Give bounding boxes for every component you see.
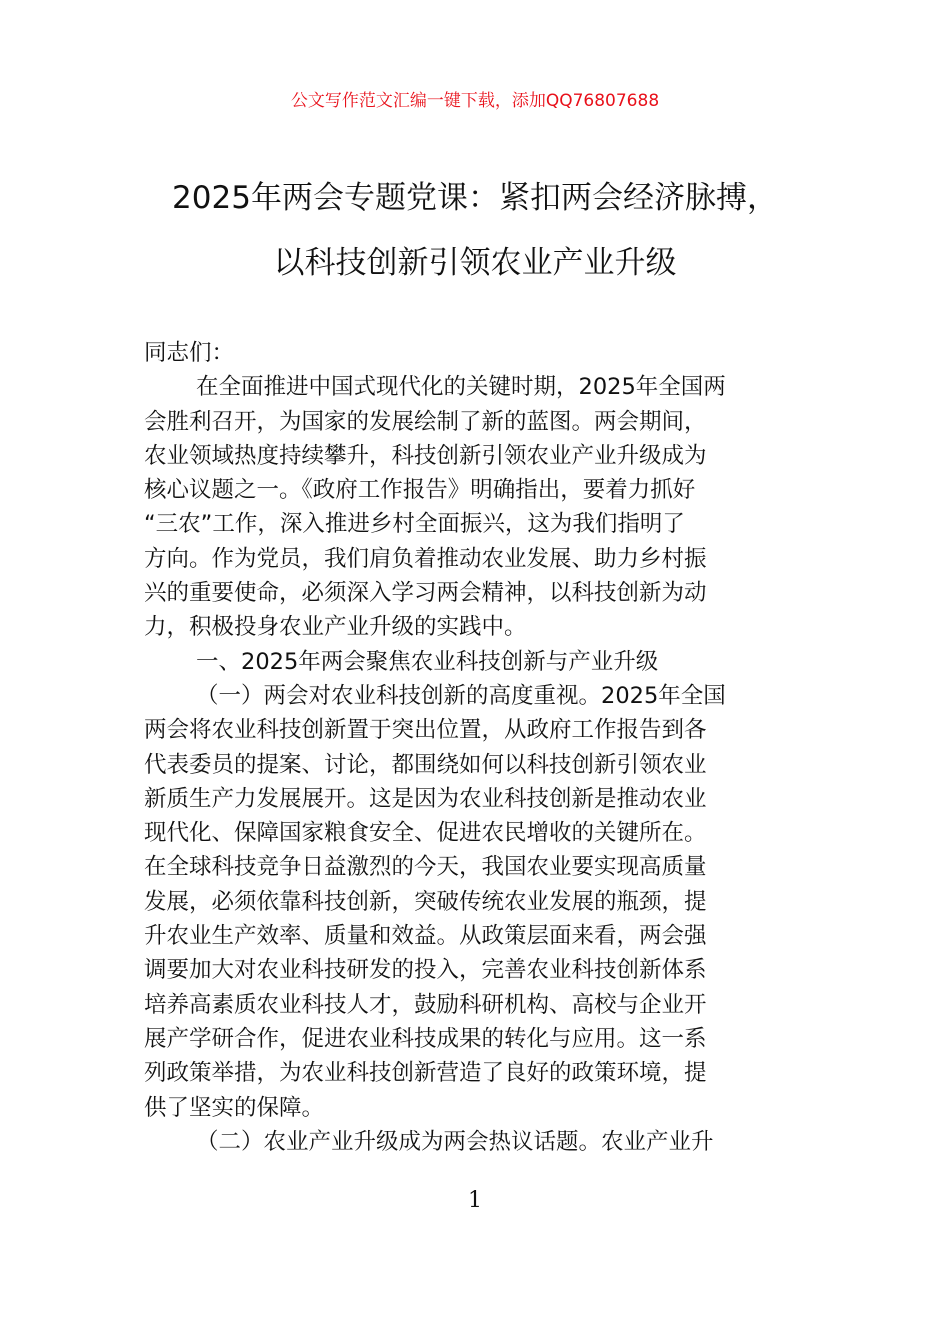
paragraph-line: 兴的重要使命，必须深入学习两会精神，以科技创新为动 bbox=[144, 580, 707, 607]
paragraph-line: “三农”工作，深入推进乡村全面振兴，这为我们指明了 bbox=[144, 511, 685, 538]
title-line-2: 以科技创新引领农业产业升级 bbox=[273, 245, 677, 281]
paragraph-line: 列政策举措，为农业科技创新营造了良好的政策环境，提 bbox=[144, 1060, 707, 1087]
page-number: 1 bbox=[468, 1188, 482, 1213]
paragraph-line: 新质生产力发展展开。这是因为农业科技创新是推动农业 bbox=[144, 785, 707, 812]
paragraph-line: 两会将农业科技创新置于突出位置，从政府工作报告到各 bbox=[144, 717, 707, 744]
paragraph-line: （一）两会对农业科技创新的高度重视。2025年全国 bbox=[196, 682, 726, 709]
paragraph-line: 农业领域热度持续攀升，科技创新引领农业产业升级成为 bbox=[144, 442, 707, 469]
paragraph-line: 在全面推进中国式现代化的关键时期，2025年全国两 bbox=[196, 374, 726, 401]
paragraph-line: 力，积极投身农业产业升级的实践中。 bbox=[144, 614, 527, 641]
paragraph-line: 核心议题之一。《政府工作报告》明确指出，要着力抓好 bbox=[144, 477, 696, 504]
paragraph-line: 供了坚实的保障。 bbox=[144, 1094, 325, 1121]
paragraph-line: 展产学研合作，促进农业科技成果的转化与应用。这一系 bbox=[144, 1025, 707, 1052]
title-line-1: 2025年两会专题党课：紧扣两会经济脉搏， bbox=[172, 180, 778, 216]
header-ad-text: 公文写作范文汇编一键下载，添加QQ76807688 bbox=[290, 91, 660, 111]
section-heading: 一、2025年两会聚焦农业科技创新与产业升级 bbox=[196, 648, 659, 675]
paragraph-line: 发展，必须依靠科技创新，突破传统农业发展的瓶颈，提 bbox=[144, 888, 707, 915]
paragraph-line: 会胜利召开，为国家的发展绘制了新的蓝图。两会期间， bbox=[144, 408, 707, 435]
salutation: 同志们： bbox=[144, 340, 235, 366]
paragraph-line: 方向。作为党员，我们肩负着推动农业发展、助力乡村振 bbox=[144, 545, 707, 572]
paragraph-line: 现代化、保障国家粮食安全、促进农民增收的关键所在。 bbox=[144, 820, 707, 847]
paragraph-line: 在全球科技竞争日益激烈的今天，我国农业要实现高质量 bbox=[144, 854, 707, 881]
paragraph-line: 培养高素质农业科技人才，鼓励科研机构、高校与企业开 bbox=[144, 991, 707, 1018]
body-text bbox=[144, 336, 808, 1159]
paragraph-line: （二）农业产业升级成为两会热议话题。农业产业升 bbox=[196, 1128, 714, 1155]
paragraph-line: 代表委员的提案、讨论，都围绕如何以科技创新引领农业 bbox=[144, 751, 707, 778]
paragraph-line: 调要加大对农业科技研发的投入，完善农业科技创新体系 bbox=[144, 957, 707, 984]
paragraph-line: 升农业生产效率、质量和效益。从政策层面来看，两会强 bbox=[144, 923, 707, 950]
